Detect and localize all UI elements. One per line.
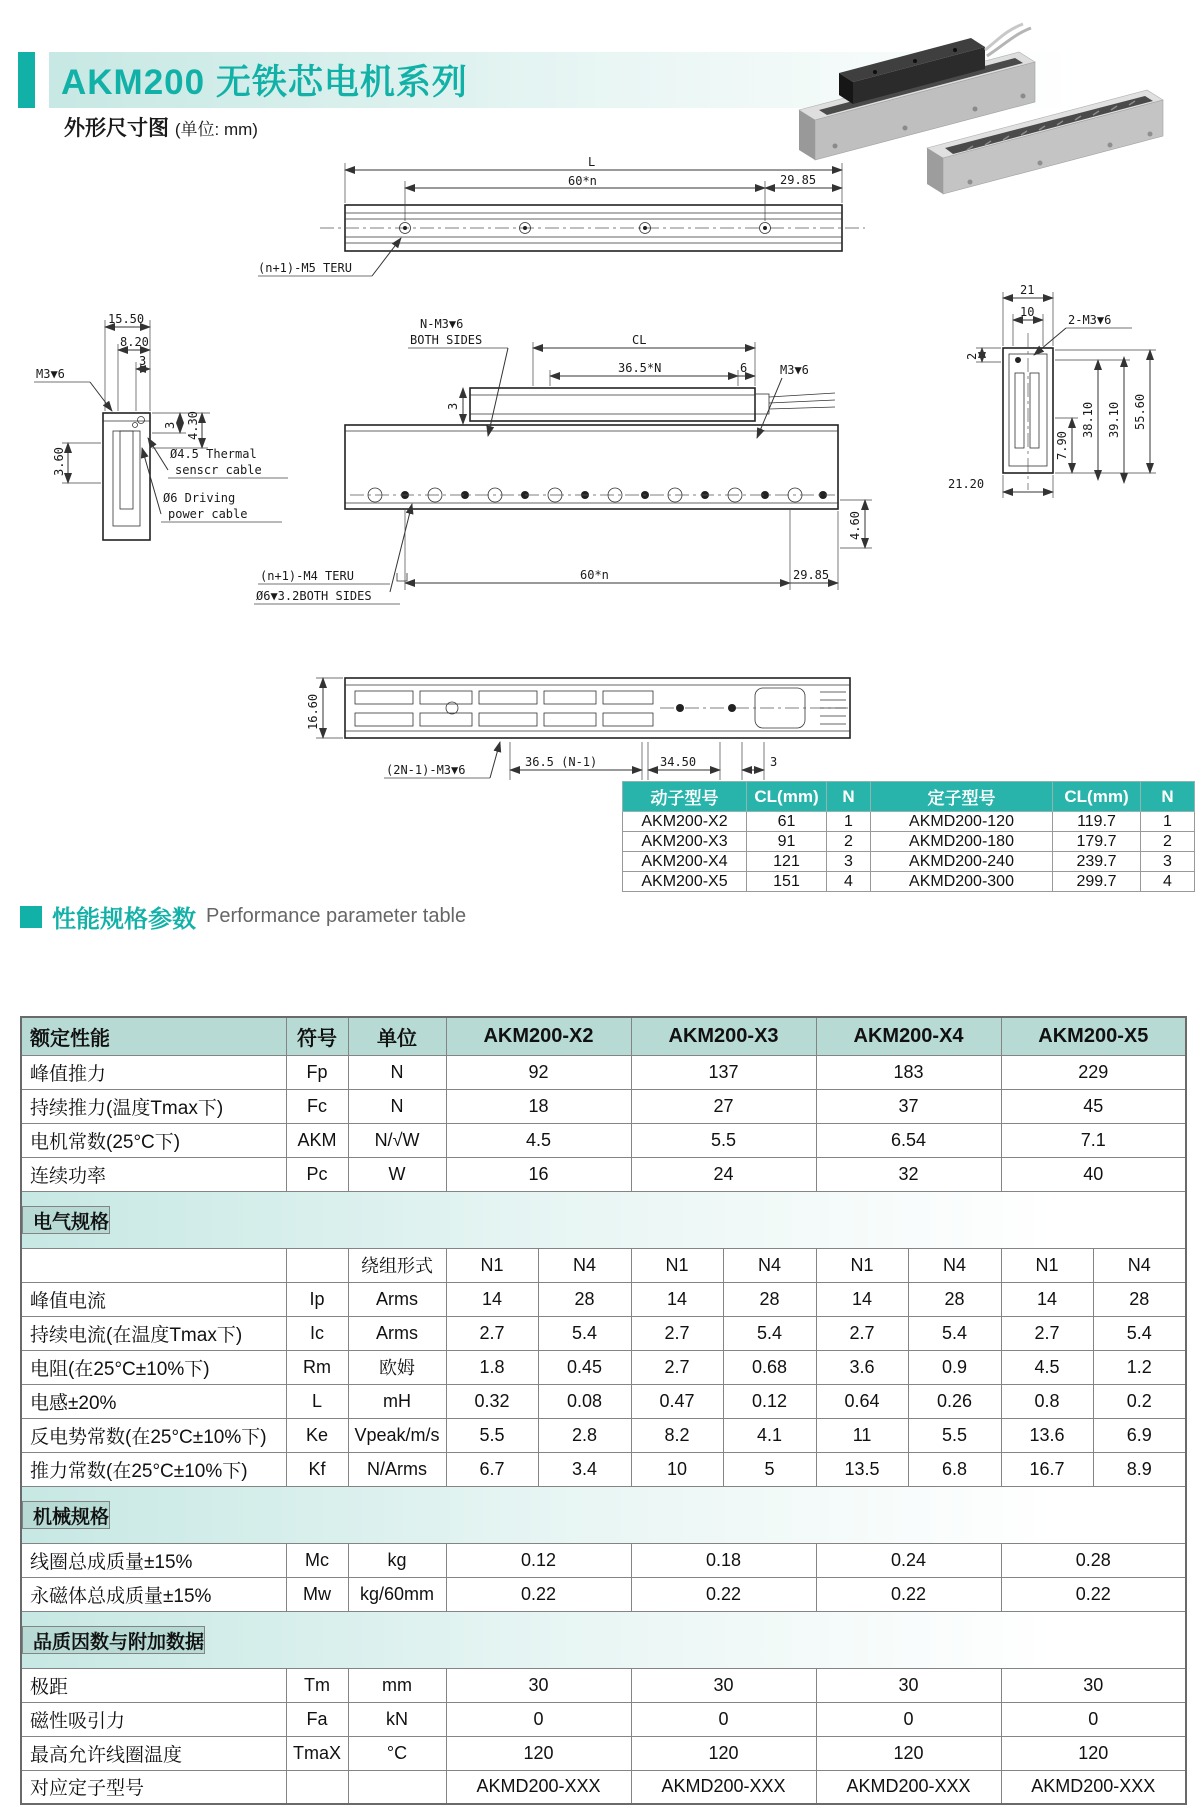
param-value: 4.5	[446, 1123, 631, 1157]
section-bullet-icon	[20, 906, 42, 928]
model-cell: AKM200-X2	[623, 812, 747, 832]
model-col-header: CL(mm)	[747, 782, 827, 812]
param-value: 5.5	[446, 1418, 538, 1452]
perf-row	[21, 1770, 1186, 1804]
param-value: 30	[631, 1668, 816, 1702]
model-cell: 2	[827, 832, 871, 852]
model-col-header: 动子型号	[623, 782, 747, 812]
param-value: 0.08	[538, 1384, 631, 1418]
dim-label: 34.50	[660, 755, 697, 769]
dim-label: (n+1)-M4 TERU	[260, 569, 354, 583]
perf-row	[21, 1418, 1186, 1452]
param-symbol: Kf	[286, 1452, 348, 1486]
param-value: 120	[631, 1736, 816, 1770]
param-value: 3.4	[538, 1452, 631, 1486]
param-value: 6.54	[816, 1123, 1001, 1157]
model-table-header-row	[623, 782, 1195, 812]
perf-row	[21, 1089, 1186, 1123]
model-table	[622, 781, 1195, 892]
dim-label: power cable	[168, 507, 248, 521]
dim-label: senscr cable	[175, 463, 262, 477]
param-unit: °C	[348, 1736, 446, 1770]
perf-row	[21, 1577, 1186, 1611]
perf-col-header: 额定性能	[21, 1017, 286, 1055]
param-value: 32	[816, 1157, 1001, 1191]
param-value: 6.7	[446, 1452, 538, 1486]
left-section-view	[34, 312, 288, 540]
param-value: 0	[816, 1702, 1001, 1736]
param-label: 电阻(在25°C±10%下)	[21, 1350, 286, 1384]
param-value: 0.68	[723, 1350, 816, 1384]
model-table-row	[623, 852, 1195, 872]
param-label: 推力常数(在25°C±10%下)	[21, 1452, 286, 1486]
section-title: 性能规格参数	[52, 906, 196, 933]
model-col-header: CL(mm)	[1053, 782, 1141, 812]
param-value: 14	[1001, 1282, 1093, 1316]
param-symbol	[286, 1248, 348, 1282]
param-value: 0.45	[538, 1350, 631, 1384]
param-value: AKMD200-XXX	[446, 1770, 631, 1804]
dim-label: 21	[1020, 283, 1035, 297]
model-cell: AKM200-X4	[623, 852, 747, 872]
dim-label: L	[588, 155, 596, 169]
param-value: 5.4	[723, 1316, 816, 1350]
middle-side-view	[254, 317, 872, 604]
param-value: 120	[816, 1736, 1001, 1770]
param-value: 2.7	[631, 1350, 723, 1384]
param-value: 13.5	[816, 1452, 908, 1486]
dim-label: 2	[965, 352, 979, 360]
param-value: 0.32	[446, 1384, 538, 1418]
param-value: 0.22	[631, 1577, 816, 1611]
param-unit: Vpeak/m/s	[348, 1418, 446, 1452]
dim-label: 38.10	[1081, 401, 1095, 438]
param-unit: N	[348, 1055, 446, 1089]
param-label: 对应定子型号	[21, 1770, 286, 1804]
param-value: 0.22	[816, 1577, 1001, 1611]
param-value: N4	[1093, 1248, 1186, 1282]
perf-row	[21, 1157, 1186, 1191]
param-value: 28	[908, 1282, 1001, 1316]
param-unit: mH	[348, 1384, 446, 1418]
param-value: 11	[816, 1418, 908, 1452]
model-cell: 239.7	[1053, 852, 1141, 872]
param-value: 28	[1093, 1282, 1186, 1316]
section-band-row	[22, 1487, 1054, 1543]
model-cell: AKMD200-180	[871, 832, 1053, 852]
page-title: AKM200 无铁芯电机系列	[61, 63, 468, 102]
param-value: 0	[631, 1702, 816, 1736]
dim-label: Ø4.5 Thermal	[170, 447, 257, 461]
model-cell: 1	[827, 812, 871, 832]
accent-bar	[18, 52, 35, 108]
param-value: 0	[446, 1702, 631, 1736]
param-value: N1	[1001, 1248, 1093, 1282]
model-col-header: N	[1141, 782, 1195, 812]
param-value: 2.7	[446, 1316, 538, 1350]
model-cell: 119.7	[1053, 812, 1141, 832]
param-unit: mm	[348, 1668, 446, 1702]
param-label: 电机常数(25°C下)	[21, 1123, 286, 1157]
perf-row	[21, 1248, 1186, 1282]
param-value: 5.4	[908, 1316, 1001, 1350]
perf-row	[21, 1282, 1186, 1316]
param-value: 24	[631, 1157, 816, 1191]
param-unit	[348, 1770, 446, 1804]
dim-label: 6	[740, 361, 748, 375]
param-value: 2.7	[1001, 1316, 1093, 1350]
subtitle-unit: (单位: mm)	[174, 120, 258, 139]
dim-label: 39.10	[1107, 401, 1121, 438]
param-value: N4	[723, 1248, 816, 1282]
perf-row	[21, 1316, 1186, 1350]
param-label: 持续电流(在温度Tmax下)	[21, 1316, 286, 1350]
param-label	[21, 1248, 286, 1282]
section-band-label: 电气规格	[22, 1206, 110, 1234]
param-value: N1	[631, 1248, 723, 1282]
param-value: 5.5	[631, 1123, 816, 1157]
param-value: 3.6	[816, 1350, 908, 1384]
dim-label: M3▼6	[780, 363, 809, 377]
param-value: 5.5	[908, 1418, 1001, 1452]
param-value: N1	[446, 1248, 538, 1282]
param-symbol: Tm	[286, 1668, 348, 1702]
dim-label: (2N-1)-M3▼6	[386, 763, 466, 777]
param-unit: Arms	[348, 1316, 446, 1350]
dim-label: 55.60	[1133, 393, 1147, 430]
model-cell: 2	[1141, 832, 1195, 852]
dim-label: 7.90	[1055, 431, 1069, 460]
perf-row	[21, 1668, 1186, 1702]
dim-label: 60*n	[568, 174, 597, 188]
model-cell: 3	[1141, 852, 1195, 872]
perf-col-header: 符号	[286, 1017, 348, 1055]
dim-label: 16.60	[306, 693, 320, 730]
dim-label: 10	[1020, 305, 1035, 319]
subtitle-text: 外形尺寸图	[64, 117, 169, 140]
param-value: AKMD200-XXX	[1001, 1770, 1186, 1804]
param-unit: kg	[348, 1543, 446, 1577]
section-band-row	[22, 1612, 1054, 1668]
model-cell: AKMD200-240	[871, 852, 1053, 872]
param-symbol	[286, 1770, 348, 1804]
param-value: 0.24	[816, 1543, 1001, 1577]
param-label: 峰值推力	[21, 1055, 286, 1089]
param-value: N1	[816, 1248, 908, 1282]
section-band-label: 机械规格	[22, 1501, 110, 1529]
param-symbol: Rm	[286, 1350, 348, 1384]
param-value: 0.26	[908, 1384, 1001, 1418]
param-value: 2.8	[538, 1418, 631, 1452]
param-symbol: Ic	[286, 1316, 348, 1350]
section-subtitle: Performance parameter table	[206, 905, 467, 927]
param-value: 27	[631, 1089, 816, 1123]
model-cell: 91	[747, 832, 827, 852]
param-label: 电感±20%	[21, 1384, 286, 1418]
dim-label: 36.5*N	[618, 361, 662, 375]
param-value: 14	[816, 1282, 908, 1316]
model-cell: 4	[1141, 872, 1195, 892]
param-value: N4	[908, 1248, 1001, 1282]
param-value: 30	[1001, 1668, 1186, 1702]
param-value: 28	[723, 1282, 816, 1316]
param-value: 0.18	[631, 1543, 816, 1577]
model-cell: 4	[827, 872, 871, 892]
param-value: 6.8	[908, 1452, 1001, 1486]
dim-label: 36.5 (N-1)	[525, 755, 598, 769]
param-value: 92	[446, 1055, 631, 1089]
param-unit: W	[348, 1157, 446, 1191]
param-value: 5.4	[1093, 1316, 1186, 1350]
section-band-row	[22, 1192, 1054, 1248]
param-unit: N	[348, 1089, 446, 1123]
param-value: 0	[1001, 1702, 1186, 1736]
model-table-row	[623, 832, 1195, 852]
model-cell: 61	[747, 812, 827, 832]
param-symbol: Mc	[286, 1543, 348, 1577]
dim-label: BOTH SIDES	[410, 333, 483, 347]
drawing-subtitle	[64, 112, 258, 142]
model-cell: AKM200-X3	[623, 832, 747, 852]
dimension-drawing	[20, 148, 1180, 808]
model-cell: AKMD200-300	[871, 872, 1053, 892]
model-cell: 3	[827, 852, 871, 872]
param-value: 16	[446, 1157, 631, 1191]
param-value: 13.6	[1001, 1418, 1093, 1452]
dim-label: 3.60	[52, 447, 66, 476]
param-value: 1.8	[446, 1350, 538, 1384]
param-value: 229	[1001, 1055, 1186, 1089]
perf-row	[21, 1055, 1186, 1089]
top-view	[258, 155, 865, 276]
perf-row	[21, 1384, 1186, 1418]
param-value: 10	[631, 1452, 723, 1486]
model-cell: 179.7	[1053, 832, 1141, 852]
model-cell: AKM200-X5	[623, 872, 747, 892]
model-cell: 1	[1141, 812, 1195, 832]
dim-label: 3	[163, 421, 177, 429]
param-value: 28	[538, 1282, 631, 1316]
param-value: N4	[538, 1248, 631, 1282]
param-value: 30	[446, 1668, 631, 1702]
param-value: AKMD200-XXX	[816, 1770, 1001, 1804]
param-value: 8.9	[1093, 1452, 1186, 1486]
param-value: 37	[816, 1089, 1001, 1123]
model-cell: 151	[747, 872, 827, 892]
param-value: 16.7	[1001, 1452, 1093, 1486]
param-label: 反电势常数(在25°C±10%下)	[21, 1418, 286, 1452]
perf-row	[21, 1702, 1186, 1736]
param-label: 持续推力(温度Tmax下)	[21, 1089, 286, 1123]
param-unit: Arms	[348, 1282, 446, 1316]
perf-col-header: AKM200-X3	[631, 1017, 816, 1055]
param-value: 7.1	[1001, 1123, 1186, 1157]
param-symbol: Ke	[286, 1418, 348, 1452]
param-symbol: TmaX	[286, 1736, 348, 1770]
param-value: 0.12	[446, 1543, 631, 1577]
bottom-side-view	[306, 678, 850, 780]
performance-table-header-row	[21, 1017, 1186, 1055]
dim-label: 21.20	[948, 477, 985, 491]
perf-row	[21, 1350, 1186, 1384]
param-unit: 欧姆	[348, 1350, 446, 1384]
dim-label: CL	[632, 333, 647, 347]
param-symbol: Fc	[286, 1089, 348, 1123]
model-table-row	[623, 812, 1195, 832]
param-value: 14	[631, 1282, 723, 1316]
model-col-header: N	[827, 782, 871, 812]
dim-label: N-M3▼6	[420, 317, 464, 331]
right-end-view	[948, 283, 1156, 498]
param-symbol: Mw	[286, 1577, 348, 1611]
dim-label: 2-M3▼6	[1068, 313, 1112, 327]
param-value: 8.2	[631, 1418, 723, 1452]
param-unit: N/Arms	[348, 1452, 446, 1486]
param-label: 最高允许线圈温度	[21, 1736, 286, 1770]
dim-label: 8.20	[120, 335, 149, 349]
param-value: 0.22	[1001, 1577, 1186, 1611]
dim-label: M3▼6	[36, 367, 65, 381]
perf-row	[21, 1123, 1186, 1157]
param-value: 183	[816, 1055, 1001, 1089]
dim-label: Ø6 Driving	[163, 491, 236, 505]
param-value: AKMD200-XXX	[631, 1770, 816, 1804]
dim-label: 4.30	[186, 411, 200, 440]
dim-label: (n+1)-M5 TERU	[258, 261, 352, 275]
dim-label: 3	[446, 402, 460, 410]
param-symbol: L	[286, 1384, 348, 1418]
param-unit: 绕组形式	[348, 1248, 446, 1282]
perf-row	[21, 1736, 1186, 1770]
param-unit: N/√W	[348, 1123, 446, 1157]
model-cell: 299.7	[1053, 872, 1141, 892]
perf-col-header: AKM200-X2	[446, 1017, 631, 1055]
dim-label: 29.85	[793, 568, 830, 582]
param-label: 连续功率	[21, 1157, 286, 1191]
dim-label: 15.50	[108, 312, 145, 326]
param-value: 5.4	[538, 1316, 631, 1350]
section-band-label: 品质因数与附加数据	[22, 1626, 205, 1654]
param-value: 30	[816, 1668, 1001, 1702]
param-value: 2.7	[631, 1316, 723, 1350]
perf-col-header: 单位	[348, 1017, 446, 1055]
param-label: 峰值电流	[21, 1282, 286, 1316]
param-value: 120	[446, 1736, 631, 1770]
param-value: 0.47	[631, 1384, 723, 1418]
param-value: 137	[631, 1055, 816, 1089]
param-symbol: Fp	[286, 1055, 348, 1089]
param-value: 14	[446, 1282, 538, 1316]
param-unit: kN	[348, 1702, 446, 1736]
param-value: 0.22	[446, 1577, 631, 1611]
param-value: 0.28	[1001, 1543, 1186, 1577]
param-symbol: Pc	[286, 1157, 348, 1191]
model-cell: 121	[747, 852, 827, 872]
param-value: 0.2	[1093, 1384, 1186, 1418]
param-label: 永磁体总成质量±15%	[21, 1577, 286, 1611]
param-value: 120	[1001, 1736, 1186, 1770]
model-col-header: 定子型号	[871, 782, 1053, 812]
dim-label: 3	[139, 354, 147, 368]
param-value: 18	[446, 1089, 631, 1123]
performance-table	[20, 1016, 1187, 1805]
param-value: 4.5	[1001, 1350, 1093, 1384]
model-table-row	[623, 872, 1195, 892]
dim-label: 4.60	[848, 511, 862, 540]
param-symbol: Ip	[286, 1282, 348, 1316]
param-value: 40	[1001, 1157, 1186, 1191]
param-value: 1.2	[1093, 1350, 1186, 1384]
dim-label: 3	[770, 755, 778, 769]
param-value: 0.8	[1001, 1384, 1093, 1418]
param-unit: kg/60mm	[348, 1577, 446, 1611]
param-value: 4.1	[723, 1418, 816, 1452]
perf-row	[21, 1452, 1186, 1486]
param-value: 5	[723, 1452, 816, 1486]
param-symbol: AKM	[286, 1123, 348, 1157]
param-value: 6.9	[1093, 1418, 1186, 1452]
param-value: 0.64	[816, 1384, 908, 1418]
param-value: 45	[1001, 1089, 1186, 1123]
perf-col-header: AKM200-X4	[816, 1017, 1001, 1055]
param-label: 极距	[21, 1668, 286, 1702]
param-label: 磁性吸引力	[21, 1702, 286, 1736]
param-symbol: Fa	[286, 1702, 348, 1736]
param-value: 0.12	[723, 1384, 816, 1418]
perf-col-header: AKM200-X5	[1001, 1017, 1186, 1055]
param-value: 0.9	[908, 1350, 1001, 1384]
dim-label: 60*n	[580, 568, 609, 582]
dim-label: 29.85	[780, 173, 817, 187]
model-cell: AKMD200-120	[871, 812, 1053, 832]
perf-row	[21, 1543, 1186, 1577]
param-label: 线圈总成质量±15%	[21, 1543, 286, 1577]
section-header	[20, 899, 466, 934]
dim-label: Ø6▼3.2BOTH SIDES	[256, 589, 372, 603]
param-value: 2.7	[816, 1316, 908, 1350]
